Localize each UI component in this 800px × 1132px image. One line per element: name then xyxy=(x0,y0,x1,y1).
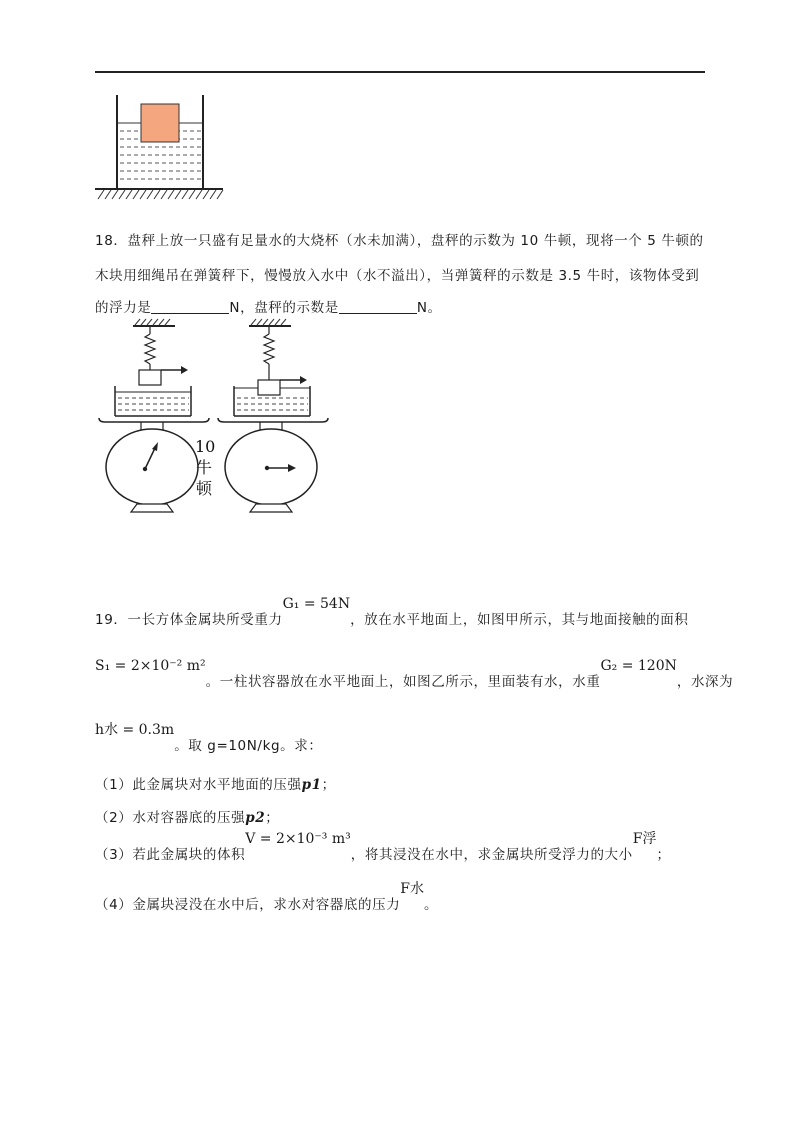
q19-p2-text-a: 。一柱状容器放在水平地面上，如图乙所示，里面装有水，水重 xyxy=(205,674,601,690)
q19-p2-text-b: ，水深为 xyxy=(676,674,734,690)
q19-item2-var: p2 xyxy=(245,810,266,826)
right-scale xyxy=(218,319,328,512)
q19-s1-formula: S₁ = 2×10⁻² m² xyxy=(95,658,206,674)
answer-blank-scale-reading[interactable] xyxy=(339,299,417,314)
q19-h-formula: h水 = 0.3m xyxy=(95,722,175,738)
q19-item1-text-a: （1）此金属块对水平地面的压强 xyxy=(95,777,302,793)
q19-item4-text-b: 。 xyxy=(424,897,439,913)
q18-line3-text-c: N。 xyxy=(416,300,442,316)
q19-item-2 xyxy=(95,808,279,828)
q19-ffloat-symbol: F浮 xyxy=(632,831,657,847)
scale-label-value: 10 xyxy=(195,437,216,456)
q19-item2-text-b: ； xyxy=(265,810,280,826)
q19-item-4 xyxy=(95,881,439,915)
q19-g1-formula: G₁ = 54N xyxy=(282,596,351,612)
q18-line3 xyxy=(95,298,442,318)
q19-item2-text-a: （2）水对容器底的压强 xyxy=(95,810,246,826)
q19-paragraph-3 xyxy=(95,722,323,756)
q19-item3-text-a: （3）若此金属块的体积 xyxy=(95,847,246,863)
answer-blank-buoyancy[interactable] xyxy=(151,299,229,314)
q19-paragraph-1 xyxy=(95,596,689,630)
q19-item1-var: p1 xyxy=(301,777,322,793)
q19-g2-formula: G₂ = 120N xyxy=(600,658,677,674)
q19-fwater-symbol: F水 xyxy=(400,881,425,897)
q19-item-1 xyxy=(95,775,336,795)
q19-p1-text-b: ，放在水平地面上，如图甲所示，其与地面接触的面积 xyxy=(350,612,689,628)
q19-p1-text-a: 19．一长方体金属块所受重力 xyxy=(95,612,283,628)
left-scale xyxy=(99,319,209,512)
header-rule xyxy=(95,71,705,73)
q19-item4-text-a: （4）金属块浸没在水中后，求水对容器底的压力 xyxy=(95,897,401,913)
scale-label-unit-1: 牛 xyxy=(196,458,213,477)
q19-paragraph-2 xyxy=(95,658,734,692)
q19-v-formula: V = 2×10⁻³ m³ xyxy=(245,831,351,847)
q18-line1: 18．盘秤上放一只盛有足量水的大烧杯（水未加满），盘秤的示数为 10 牛顿，现将一个 5 牛顿的 xyxy=(95,233,704,249)
q18-line3-text-b: N，盘秤的示数是 xyxy=(229,300,339,316)
q18-line2: 木块用细绳吊在弹簧秤下，慢慢放入水中（水不溢出），当弹簧秤的示数是 3.5 牛时，该物体受到 xyxy=(95,268,700,284)
q19-p3-text: 。取 g=10N/kg。求： xyxy=(174,738,323,754)
q19-item-3 xyxy=(95,831,671,865)
floating-block-figure xyxy=(95,95,225,200)
scale-label-unit-2: 顿 xyxy=(196,479,213,498)
scale-figure xyxy=(95,318,335,518)
q19-item3-text-c: ； xyxy=(656,847,671,863)
q18-line3-text-a: 的浮力是 xyxy=(95,300,152,316)
q19-item1-text-b: ； xyxy=(321,777,336,793)
q19-item3-text-b: ，将其浸没在水中，求金属块所受浮力的大小 xyxy=(350,847,633,863)
